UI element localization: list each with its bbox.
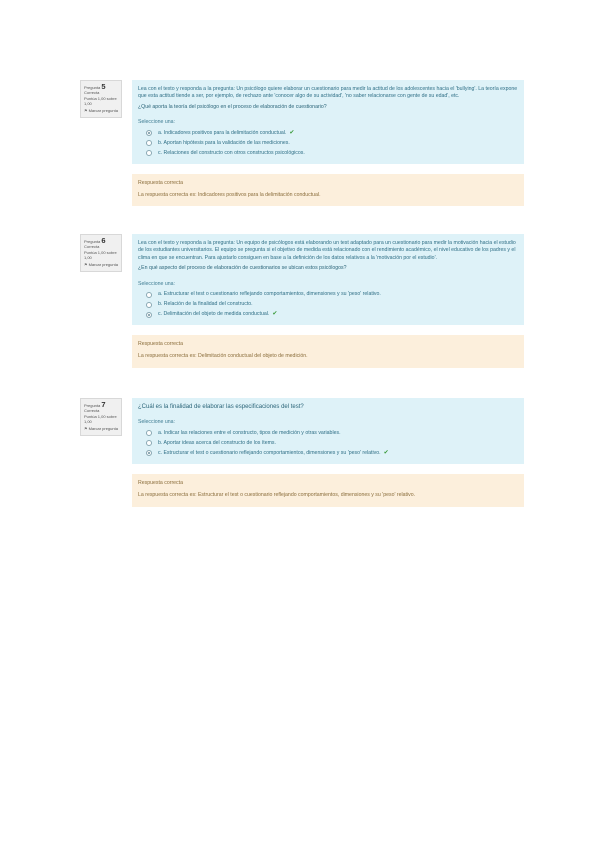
flag-question-link[interactable]: ⚑ Marcar pregunta [84,107,118,113]
flag-icon[interactable]: ⚑ [84,261,88,267]
answer-option-c[interactable]: c. Delimitación del objeto de medida conductual. ✔ [146,311,518,318]
answer-option-b[interactable]: b. Aportan hipótesis para la validación de las mediciones. [146,140,518,147]
answer-option-b[interactable]: b. Aportar ideas acerca del constructo de los ítems. [146,440,518,447]
question-score: Puntúa 1,00 sobre 1,00 [84,413,117,425]
flag-question-link[interactable]: ⚑ Marcar pregunta [84,261,118,267]
check-icon: ✔ [383,449,389,456]
select-label: Seleccione una: [138,419,175,426]
radio-button[interactable] [146,302,152,308]
question-text-panel [132,234,524,325]
feedback-panel [132,474,524,507]
question-stem: Lea con el texto y responda a la pregunta: Un equipo de psicólogos está elaborando un test adaptado para un cuestionario para medir la motivación hacia el estudio de los estudiantes universitarios. El equipo se pregunta si el objetivo de medida está relacionado con el rendimiento académico, el nivel educativo de los padres y el clima en que se encuentran. Para ajustarlo consiguen en base a la definición de los datos relativos a la 'motivación por el estudio'. [138,240,516,261]
select-label: Seleccione una: [138,119,175,126]
answer-option-a[interactable]: a. Indicar las relaciones entre el constructo, tipos de medición y otras variables. [146,430,518,437]
flag-icon[interactable]: ⚑ [84,425,88,431]
question-content [132,80,524,206]
feedback-text: La respuesta correcta es: Delimitación conductual del objeto de medición. [138,353,308,360]
feedback-title: Respuesta correcta [138,479,183,486]
radio-button[interactable] [146,292,152,298]
question-info-panel [80,234,122,272]
question-prompt: ¿Qué aporta la teoría del psicólogo en el proceso de elaboración de cuestionario? [138,103,327,110]
radio-button[interactable] [146,312,152,318]
question-number: Pregunta 7 [84,400,106,409]
answer-option-b[interactable]: b. Relación de la finalidad del constructo. [146,301,518,308]
question-status: Correcta [84,90,100,96]
answer-option-a[interactable]: a. Estructurar el test o cuestionario reflejando comportamientos, dimensiones y su 'peso' relativo. [146,291,518,298]
flag-icon[interactable]: ⚑ [84,107,88,113]
question-score: Puntúa 1,00 sobre 1,00 [84,95,117,107]
question-stem: Lea con el texto y responda a la pregunta: Un psicólogo quiere elaborar un cuestionario para medir la actitud de los adolescentes hacia el 'bullying'. La teoría expone que esta actitud tiende a ser, por ejemplo, de rechazo ante 'conocer algo de su actividad', 'no saber relacionarse con gente de su edad', etc. [138,86,518,100]
check-icon: ✔ [289,129,295,136]
question-info-panel [80,80,122,118]
question-info-panel [80,398,122,436]
select-label: Seleccione una: [138,280,175,287]
question-status: Correcta [84,408,100,414]
feedback-text: La respuesta correcta es: Indicadores positivos para la delimitación conductual. [138,192,321,199]
radio-button[interactable] [146,150,152,156]
question-status: Correcta [84,244,100,250]
answer-option-c[interactable]: c. Relaciones del constructo con otros constructos psicológicos. [146,150,518,157]
answer-option-a[interactable]: a. Indicadores positivos para la delimitación conductual. ✔ [146,130,518,137]
feedback-panel [132,174,524,207]
flag-question-link[interactable]: ⚑ Marcar pregunta [84,425,118,431]
feedback-text: La respuesta correcta es: Estructurar el test o cuestionario reflejando comportamientos, dimensiones y su 'peso' relativo. [138,492,416,499]
radio-button[interactable] [146,430,152,436]
check-icon: ✔ [272,311,278,318]
feedback-title: Respuesta correcta [138,179,183,186]
radio-button[interactable] [146,440,152,446]
feedback-panel [132,335,524,368]
answer-option-c[interactable]: c. Estructurar el test o cuestionario reflejando comportamientos, dimensiones y su 'peso' relativo. ✔ [146,450,518,457]
question-prompt: ¿Cuál es la finalidad de elaborar las especificaciones del test? [138,404,304,410]
feedback-title: Respuesta correcta [138,341,183,348]
question-number: Pregunta 6 [84,236,106,245]
radio-button[interactable] [146,140,152,146]
question-score: Puntúa 1,00 sobre 1,00 [84,249,117,261]
question-number: Pregunta 5 [84,82,106,91]
question-content [132,234,524,368]
radio-button[interactable] [146,450,152,456]
question-text-panel [132,398,524,464]
radio-button[interactable] [146,130,152,136]
question-text-panel [132,80,524,164]
question-content [132,398,524,507]
question-prompt: ¿En qué aspecto del proceso de elaboración de cuestionarios se ubican estos psicólogos? [138,265,347,272]
